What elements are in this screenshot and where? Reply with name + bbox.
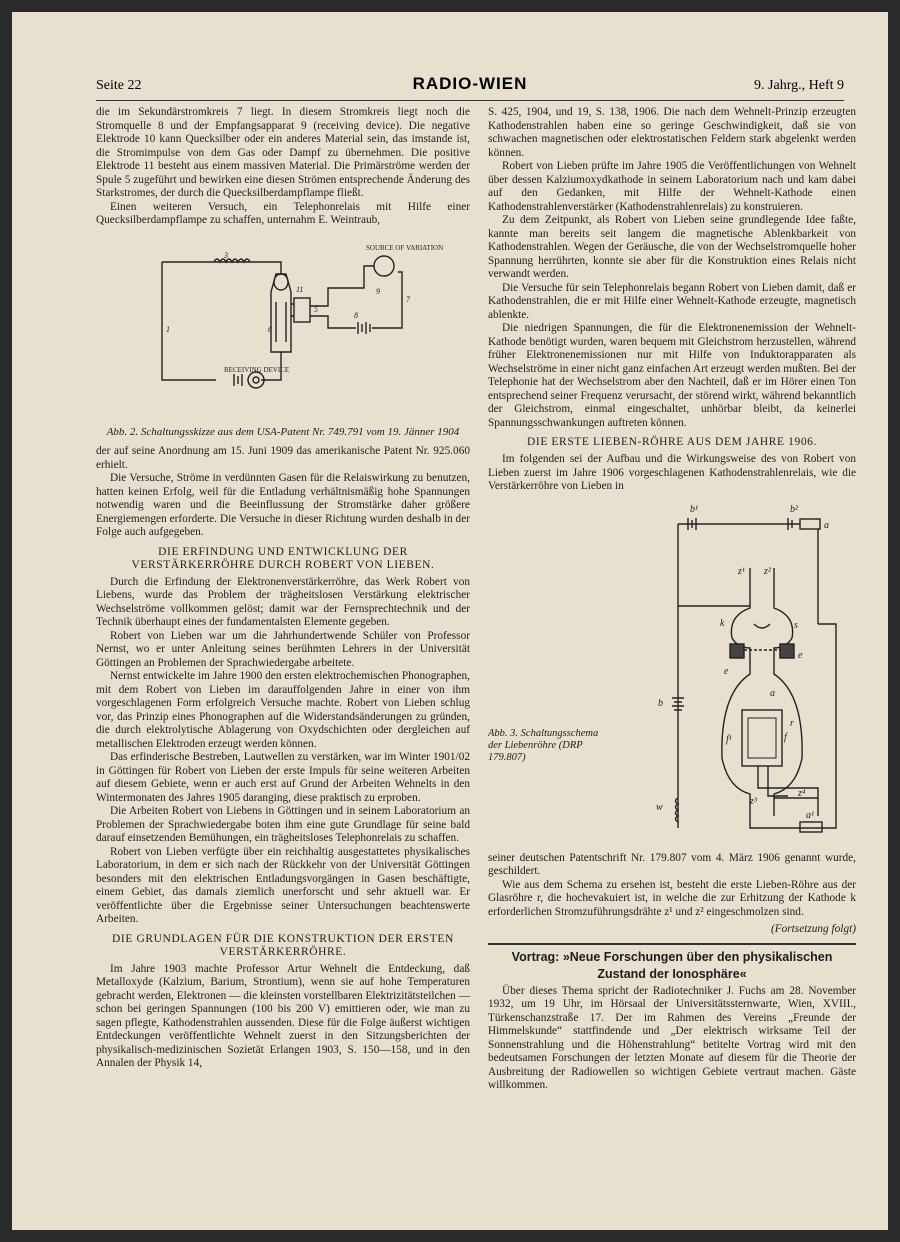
lecture-title: Vortrag: »Neue Forschungen über den physikalischen Zustand der Ionosphäre«: [511, 949, 833, 981]
paragraph: Die Versuche für sein Telephonrelais begann Robert von Lieben damit, daß er Kathodenstrahlen, die er mit Hilfe einer Wehnelt-Kathode erzeugte, magnetisch ablenkte.: [488, 281, 856, 321]
svg-text:z⁴: z⁴: [798, 787, 806, 799]
figure-3: [488, 498, 856, 850]
page-header: [96, 74, 844, 98]
paragraph: seiner deutschen Patentschrift Nr. 179.807 vom 4. März 1906 genannt wurde, geschildert.: [488, 851, 856, 877]
figure-2-circuit-diagram: [96, 232, 470, 420]
paragraph: der auf seine Anordnung am 15. Juni 1909 das amerikanische Patent Nr. 925.060 erhielt.: [96, 445, 470, 471]
svg-text:r: r: [790, 717, 794, 729]
svg-text:b: b: [658, 697, 663, 709]
figure-2: [96, 232, 470, 440]
svg-text:9: 9: [376, 286, 380, 296]
svg-text:w: w: [656, 801, 663, 813]
paragraph: Die niedrigen Spannungen, die für die Elektronenemission der Wehnelt-Kathode benötigt wurden, waren bequem mit Gleichstrom herzustellen, während früher Elektronenemissionen nur mit Hilfe von Induktorapparaten als Wechselströme in einer nicht ganz einfachen Art erzeugt werden mußten. Bei der Telephonie hat der Wechselstrom aber den Nachteil, daß er im Hörer einen Ton entsprechend seiner Frequenz verursacht, der störend wirkt, während bekanntlich der Gleichstrom, einmal eingeschaltet, unhörbar bleibt, da keinerlei Spannungsschwankungen auftreten können.: [488, 322, 856, 429]
paragraph: Über dieses Thema spricht der Radiotechniker J. Fuchs am 28. November 1932, um 19 Uhr, im Hörsaal der Universitätssternwarte, Wien, XVIII., Türkenschanzstraße 17. Der im Rahmen des Vereins „Freunde der Himmelskunde“ stattfindende und „Der elektrisch wirksame Teil der Sonnenstrahlung und die Höhenstrahlung“ betitelte Vortrag wird mit den bedeutsamen Forschungen der letzten Monate auf diesem für die Theorie der Ausbreitung der Radiowellen so wichtigen Gebiete vertraut machen. Gäste willkommen.: [488, 984, 856, 1091]
document-page: [12, 12, 888, 1230]
paragraph: Zu dem Zeitpunkt, als Robert von Lieben seine grundlegende Idee faßte, kannte man bereits seit langem die magnetische Ablenkbarkeit von Kathodenstrahlen. Wegen der Geräusche, die von der Wechselstromquelle hoher Spannung herrührten, konnte sie aber für die Konstruktion eines Relais nicht verwandt werden.: [488, 214, 856, 280]
svg-text:8: 8: [354, 310, 358, 320]
section-heading: DIE GRUNDLAGEN FÜR DIE KONSTRUKTION DER ERSTEN VERSTÄRKERRÖHRE.: [112, 932, 454, 958]
section-rule: [488, 943, 856, 945]
svg-text:k: k: [720, 617, 725, 629]
left-column: [96, 106, 470, 1071]
svg-text:a: a: [824, 519, 829, 531]
svg-text:7: 7: [406, 294, 410, 304]
issue-info: 9. Jahrg., Heft 9: [754, 78, 844, 93]
paragraph: Robert von Lieben verfügte über ein reichhaltig ausgestattetes physikalisches Laboratorium, in dem er sich nach der Rückkehr von der Universität Göttingen besonders mit den elektrischen Entladungsvorgängen in Gasen beschäftigte, einem Gebiet, das damals ziemlich unerforscht und sehr aktuell war. Er veröffentlichte über die Ergebnisse seiner Untersuchungen beachtenswerte Arbeiten.: [96, 845, 470, 925]
svg-text:f¹: f¹: [726, 733, 732, 745]
paragraph: Robert von Lieben prüfte im Jahre 1905 die Veröffentlichungen von Wehnelt über dessen Kalziumoxydkathode in seinem Laboratorium nach und kam dabei auf den Gedanken, mit Hilfe der Wehnelt-Kathode einen Kathodenstrahlenverstärker (Kathodenstrahlenrelais) zu konstruieren.: [488, 160, 856, 213]
svg-text:z²: z²: [764, 565, 771, 577]
paragraph: Nernst entwickelte im Jahre 1900 den ersten elektrochemischen Phonographen, mit dem Robert von Lieben im darauffolgenden Jahre in einer von ihm vorgeschlagenen Form erfolgreich Versuche machte. Robert von Lieben schlug vor, das Prinzip eines Phonographen auf die Widerstandsänderungen zu gründen, die durch elektrolytische Ablagerung von Oxydschichten oder dergleichen auf metallischen Elektroden erzeugt werden können.: [96, 670, 470, 750]
svg-text:3: 3: [224, 250, 228, 260]
paragraph: Im Jahre 1903 machte Professor Artur Wehnelt die Entdeckung, daß Metalloxyde (Kalzium, Barium, Strontium), wenn sie auf hohe Temperaturen gebracht werden, Elektronen — die kleinsten vorstellbaren Elektrizitätsteilchen — schon bei geringen Spannungen (100 bis 200 V) emittieren oder, wie man zu sagen pflegte, Kathodenstrahlen aussenden. Diese für die Folge äußerst wichtigen Entdeckungen veröffentlichte Wehnelt zuerst in den Sitzungsberichten der physikalisch-medizinischen Sozietät Erlangen 1903, S. 150—158, und in den Annalen der Physik 14,: [96, 962, 470, 1069]
svg-text:a: a: [770, 687, 775, 699]
paragraph: S. 425, 1904, und 19, S. 138, 1906. Die nach dem Wehnelt-Prinzip erzeugten Kathodenstrahlen haben eine so geringe Geschwindigkeit, daß sie von schwachen magnetischen oder elektrostatischen Feldern stark abgelenkt werden können.: [488, 106, 856, 159]
section-heading: DIE ERSTE LIEBEN-RÖHRE AUS DEM JAHRE 1906.: [526, 436, 817, 448]
paragraph: Die Versuche, Ströme in verdünnten Gasen für die Relaiswirkung zu benutzen, hatten keinen Erfolg, weil für die Entladung verhältnismäßig hohe Spannungen notwendig waren und die Beeinflussung der Stromstärke daher größere Energiemengen erforderte. Die Versuche in dieser Richtung wurden deshalb in der Folge auch aufgegeben.: [96, 472, 470, 538]
figure-2-caption: Abb. 2. Schaltungsskizze aus dem USA-Patent Nr. 749.791 vom 19. Jänner 1904: [106, 426, 460, 438]
svg-text:b¹: b¹: [690, 503, 698, 515]
right-column: [488, 106, 856, 1093]
header-rule: [96, 100, 844, 101]
svg-text:1: 1: [166, 324, 170, 334]
svg-text:b²: b²: [790, 503, 798, 515]
figure-3-caption: Abb. 3. Schaltungsschema der Liebenröhre (DRP 179.807): [488, 727, 599, 763]
svg-text:e: e: [798, 649, 803, 661]
paragraph: Durch die Erfindung der Elektronenverstärkerröhre, das Werk Robert von Liebens, wurde das Problem der trägheitslosen Verstärkung elektrischer Wechselströme vollkommen gelöst; damit war der Fernsprechtechnik und der Technik überhaupt eines der fundamentalsten Elemente gegeben.: [96, 575, 470, 628]
paragraph: Einen weiteren Versuch, ein Telephonrelais mit Hilfe einer Quecksilberdampflampe zu schaffen, unternahm E. Weintraub,: [96, 200, 470, 226]
svg-text:a¹: a¹: [806, 809, 814, 821]
section-heading: DIE ERFINDUNG UND ENTWICKLUNG DER VERSTÄRKERRÖHRE DURCH ROBERT VON LIEBEN.: [131, 545, 435, 571]
svg-text:e: e: [724, 665, 729, 677]
svg-text:5: 5: [314, 304, 318, 314]
page-number: Seite 22: [96, 78, 142, 93]
svg-text:6: 6: [268, 324, 272, 334]
svg-text:f: f: [784, 731, 787, 743]
paragraph: Die Arbeiten Robert von Liebens in Göttingen und in seinem Laboratorium an Problemen der Sprachwiedergabe boten ihm eine gute Grundlage für seine bald darauf einsetzenden Bemühungen, ein trägheitsloses Telephonrelais zu schaffen.: [96, 805, 470, 844]
svg-text:z¹: z¹: [738, 565, 745, 577]
label-receiver: RECEIVING DEVICE: [224, 365, 290, 374]
paragraph: Robert von Lieben war um die Jahrhundertwende Schüler von Professor Nernst, wo er unter Anleitung seines berühmten Lehrers in der Universität Göttingen an Problemen der Sprachwiedergabe arbeitete.: [96, 629, 470, 669]
label-source: SOURCE OF VARIATION: [366, 243, 444, 252]
magazine-title: RADIO-WIEN: [412, 74, 528, 93]
paragraph: Im folgenden sei der Aufbau und die Wirkungsweise des von Robert von Lieben zuerst im Jahre 1906 vorgeschlagenen Kathodenstrahlenrelais, wie die Verstärkerröhre von Lieben in: [488, 453, 856, 492]
svg-text:z³: z³: [750, 795, 757, 807]
continuation-note: (Fortsetzung folgt): [770, 923, 856, 935]
paragraph: Wie aus dem Schema zu ersehen ist, besteht die erste Lieben-Röhre aus der Glasröhre r, die hochevakuiert ist, in welche die zur Erhitzung der Kathode k erforderlichen Stromzuführungsdrähte z¹ und z² eingeschmolzen sind.: [488, 878, 856, 918]
paragraph: die im Sekundärstromkreis 7 liegt. In diesem Stromkreis liegt noch die Stromquelle 8 und der Empfangsapparat 9 (receiving device). Die negative Elektrode 10 kann Quecksilber oder ein anderes Material sein, das imstande ist, die Stromimpulse von dem Gas oder Dampf zu übernehmen. Die positive Elektrode 11 besteht aus einem massiven Material. Die Primärströme werden der Spule 5 zugeführt und bewirken eine diesen Strömen entsprechende Änderung des Starkstromes, der durch die Quecksilberdampflampe fließt.: [96, 106, 470, 199]
figure-3-lieben-tube-diagram: [488, 498, 856, 850]
svg-text:11: 11: [296, 284, 304, 294]
paragraph: Das erfinderische Bestreben, Lautwellen zu verstärken, war im Winter 1901/02 in Göttingen für Robert von Lieben der erste Impuls für seine weiteren Arbeiten auf diesem Gebiete, wenn er auch erst auf Grund der Arbeiten Wehnelts in den Wintermonaten des Jahres 1905 daranging, diese praktisch zu erproben.: [96, 751, 470, 804]
svg-text:s: s: [794, 619, 798, 631]
